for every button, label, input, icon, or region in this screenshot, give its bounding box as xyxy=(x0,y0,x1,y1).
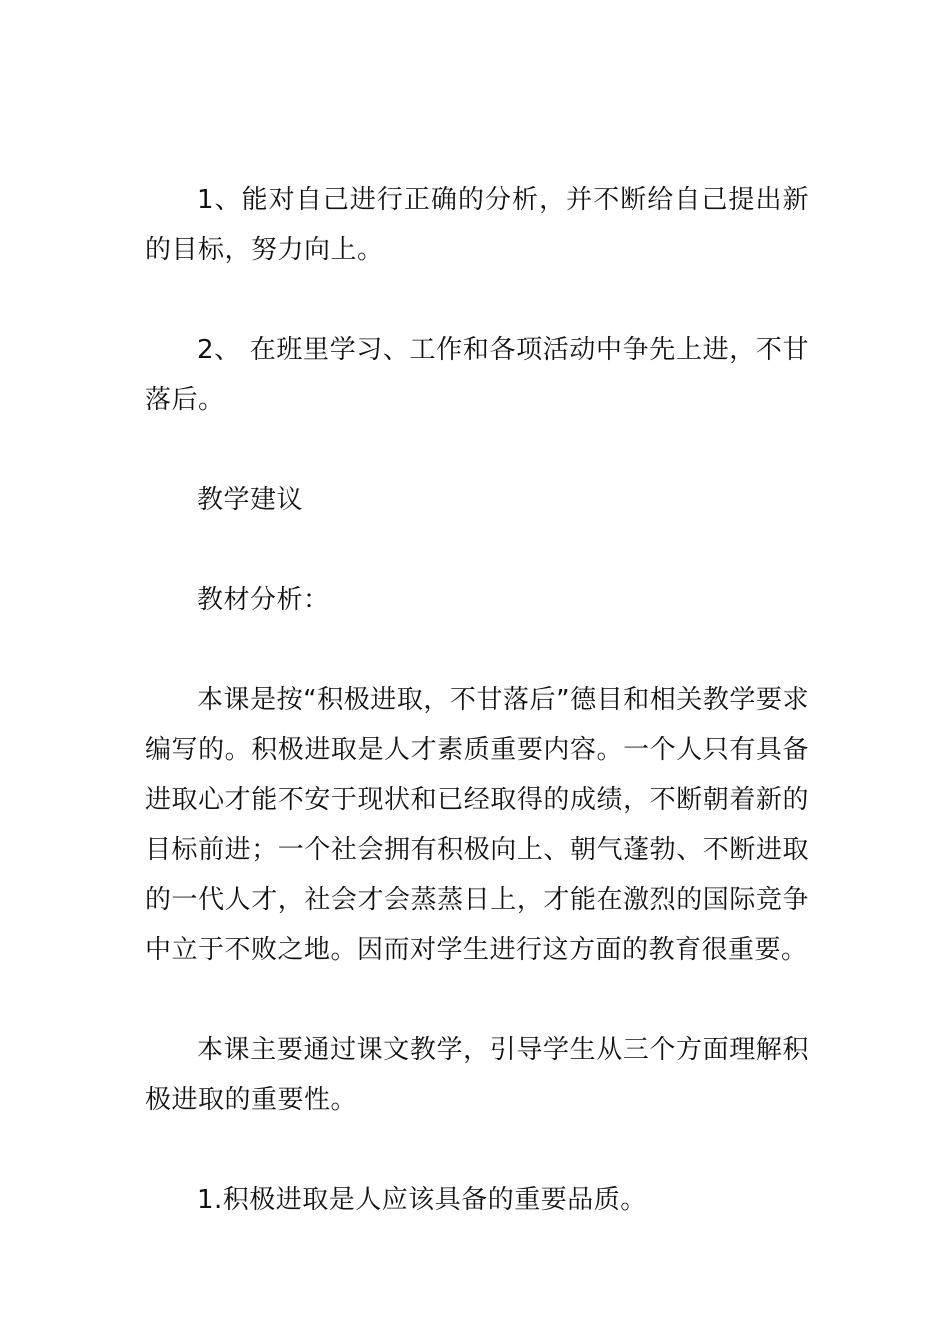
paragraph-lesson-overview: 本课是按“积极进取，不甘落后”德目和相关教学要求编写的。积极进取是人才素质重要内容。一个人只有具备进取心才能不安于现状和已经取得的成绩，不断朝着新的目标前进；一个社会拥有积极向上、朝气蓬勃、不断进取的一代人才，社会才会蒸蒸日上，才能在激烈的国际竞争中立于不败之地。因而对学生进行这方面的教育很重要。 xyxy=(145,685,809,965)
paragraph-strive-ahead: 2、 在班里学习、工作和各项活动中争先上进，不甘落后。 xyxy=(145,335,809,415)
paragraph-spacer xyxy=(145,525,809,575)
paragraph-point-one: 1.积极进取是人应该具备的重要品质。 xyxy=(197,1185,647,1215)
heading-teaching-suggestions: 教学建议 xyxy=(197,485,304,515)
paragraph-spacer xyxy=(145,975,809,1025)
paragraph-lesson-aims: 本课主要通过课文教学，引导学生从三个方面理解积极进取的重要性。 xyxy=(145,1035,809,1115)
paragraph-self-analysis: 1、能对自己进行正确的分析，并不断给自己提出新的目标，努力向上。 xyxy=(145,185,809,265)
paragraph-spacer xyxy=(145,425,809,475)
heading-textbook-analysis: 教材分析： xyxy=(197,585,330,615)
paragraph-spacer xyxy=(145,1125,809,1175)
document-body xyxy=(145,175,809,1225)
paragraph-spacer xyxy=(145,625,809,675)
paragraph-spacer xyxy=(145,275,809,325)
